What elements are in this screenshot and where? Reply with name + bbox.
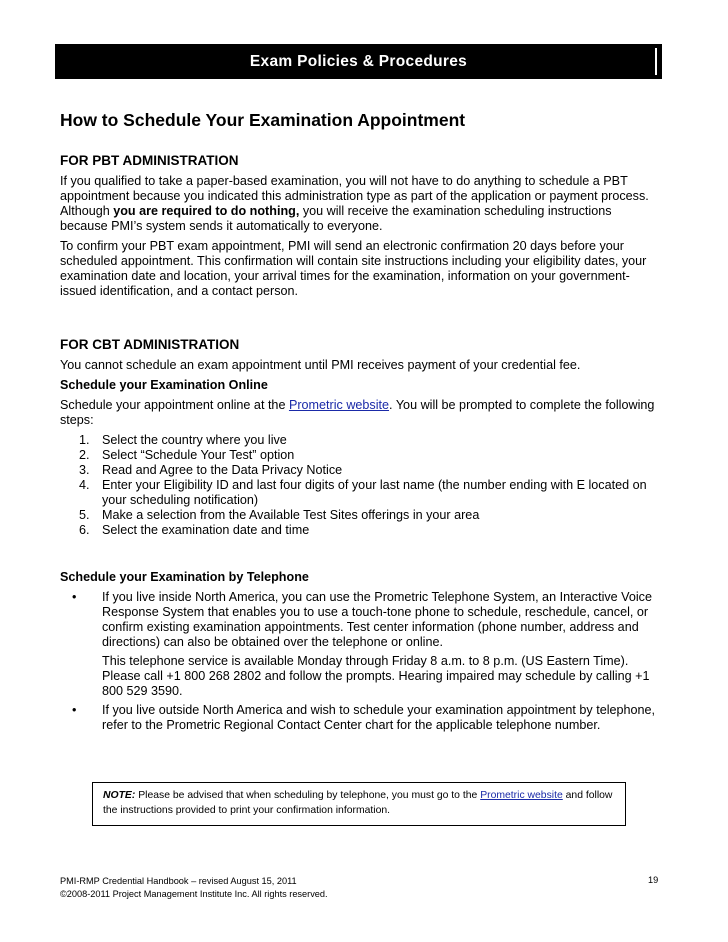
cbt-heading: FOR CBT ADMINISTRATION bbox=[60, 337, 240, 352]
telephone-bullets bbox=[60, 590, 656, 733]
pbt-heading: FOR PBT ADMINISTRATION bbox=[60, 153, 239, 168]
cbt-intro: You cannot schedule an exam appointment until PMI receives payment of your credential fee. bbox=[60, 358, 581, 372]
telephone-heading: Schedule your Examination by Telephone bbox=[60, 570, 309, 584]
footer bbox=[60, 875, 328, 901]
note-label: NOTE: bbox=[103, 790, 136, 801]
note-box: NOTE: Please be advised that when scheduling by telephone, you must go to the Prometric website and follow the instructions provided to print your confirmation information. bbox=[92, 782, 626, 826]
list-item: 4. Enter your Eligibility ID and last four digits of your last name (the number ending with E located on your scheduling notification) bbox=[79, 478, 647, 507]
header-banner bbox=[55, 44, 662, 79]
list-item: 2. Select “Schedule Your Test” option bbox=[79, 448, 295, 462]
footer-copyright: ©2008-2011 Project Management Institute Inc. All rights reserved. bbox=[60, 889, 328, 899]
pbt-section bbox=[60, 153, 656, 304]
online-heading: Schedule your Examination Online bbox=[60, 378, 268, 392]
bullet-icon: • bbox=[72, 703, 77, 717]
prometric-website-link[interactable]: Prometric website bbox=[480, 790, 563, 801]
pbt-paragraph-2: To confirm your PBT exam appointment, PMI will send an electronic confirmation 20 days before your scheduled appointment. This confirmation will contain site instructions including your eligibility dates, your examination date and location, your arrival times for the examination, information on your government-issued identification, and a contact person. bbox=[60, 239, 647, 298]
cbt-section bbox=[60, 337, 656, 538]
banner-title: Exam Policies & Procedures bbox=[249, 52, 468, 70]
list-item: 6. Select the examination date and time bbox=[79, 523, 310, 537]
bullet-icon: • bbox=[72, 590, 77, 604]
pbt-paragraph-1: If you qualified to take a paper-based examination, you will not have to do anything to schedule a PBT appointment because you indicated this administration type as part of the application or payment process. Although you are required to do nothing, you will receive the examination scheduling instructions because PMI’s system sends it automatically to everyone. bbox=[60, 174, 649, 233]
list-item: 1. Select the country where you live bbox=[79, 433, 287, 447]
steps-list bbox=[60, 433, 656, 538]
list-item: 3. Read and Agree to the Data Privacy Notice bbox=[79, 463, 343, 477]
page-title: How to Schedule Your Examination Appointment bbox=[60, 110, 466, 130]
banner-divider bbox=[655, 48, 657, 75]
list-item: 5. Make a selection from the Available Test Sites offerings in your area bbox=[79, 508, 480, 522]
footer-revision: PMI-RMP Credential Handbook – revised August 15, 2011 bbox=[60, 876, 297, 886]
page-number: 19 bbox=[648, 875, 659, 885]
list-item: • If you live inside North America, you can use the Prometric Telephone System, an Interactive Voice Response System that enables you to use a touch-tone phone to schedule, reschedule, cancel, or confirm existing examination appointments. Test center information (phone number, address and directions) can also be obtained over the telephone or online. This telephone service is available Monday through Friday 8 a.m. to 8 p.m. (US Eastern Time). Please call +1 800 268 2802 and follow the prompts. Hearing impaired may schedule by calling +1 800 529 3590. bbox=[72, 590, 652, 698]
list-item: • If you live outside North America and wish to schedule your examination appointment by telephone, refer to the Prometric Regional Contact Center chart for the applicable telephone number. bbox=[72, 703, 656, 732]
emphasis-text: you are required to do nothing, bbox=[113, 204, 300, 218]
online-instructions: Schedule your appointment online at the Prometric website. You will be prompted to complete the following steps: bbox=[60, 398, 655, 427]
prometric-website-link[interactable]: Prometric website bbox=[288, 398, 390, 412]
telephone-section bbox=[60, 570, 656, 737]
